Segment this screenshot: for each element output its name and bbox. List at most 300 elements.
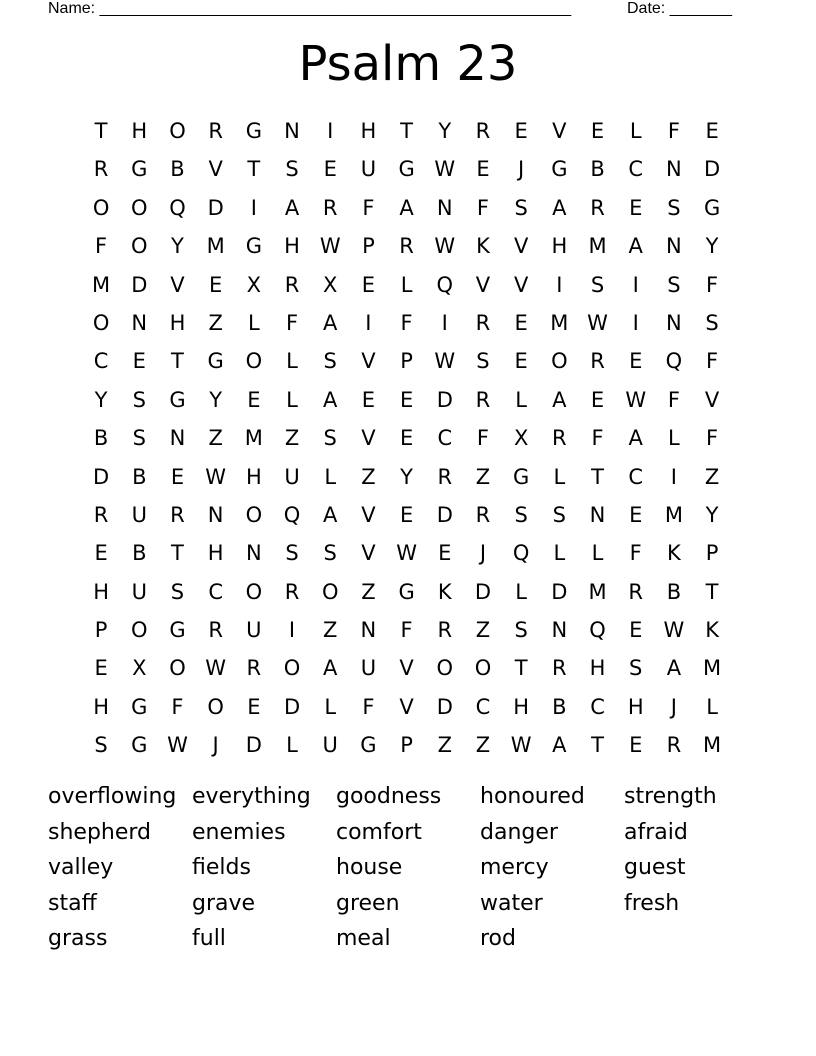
grid-letter[interactable]: Q xyxy=(169,195,186,220)
grid-letter[interactable]: L xyxy=(553,464,566,489)
grid-letter[interactable]: F xyxy=(400,310,413,335)
grid-letter[interactable]: C xyxy=(628,157,644,182)
grid-letter[interactable]: W xyxy=(587,310,608,335)
grid-letter[interactable]: L xyxy=(668,426,680,451)
grid-letter[interactable]: N xyxy=(436,195,453,220)
grid-letter[interactable]: O xyxy=(245,579,263,604)
grid-letter[interactable]: G xyxy=(131,733,148,758)
grid-letter[interactable]: X xyxy=(246,272,262,297)
grid-letter[interactable]: T xyxy=(514,656,528,681)
grid-letter[interactable]: U xyxy=(322,733,338,758)
grid-letter[interactable]: S xyxy=(514,502,528,527)
grid-letter[interactable]: F xyxy=(706,426,719,451)
grid-letter[interactable]: R xyxy=(666,733,682,758)
grid-letter[interactable]: T xyxy=(705,579,719,604)
grid-letter[interactable]: F xyxy=(362,694,375,719)
grid-letter[interactable]: N xyxy=(666,310,682,335)
grid-letter[interactable]: F xyxy=(667,119,680,143)
grid-letter[interactable]: E xyxy=(514,310,528,335)
grid-letter[interactable]: B xyxy=(590,157,605,182)
grid-letter[interactable]: Q xyxy=(589,618,606,643)
grid-letter[interactable]: I xyxy=(250,195,257,220)
grid-letter[interactable]: I xyxy=(670,464,677,489)
grid-letter[interactable]: H xyxy=(513,694,530,719)
grid-letter[interactable]: X xyxy=(132,656,147,681)
grid-letter[interactable]: W xyxy=(167,733,188,758)
grid-letter[interactable]: S xyxy=(170,579,185,604)
grid-letter[interactable]: D xyxy=(131,272,148,297)
grid-letter[interactable]: Q xyxy=(283,502,301,527)
grid-letter[interactable]: C xyxy=(475,694,491,719)
grid-letter[interactable]: O xyxy=(245,349,263,374)
grid-letter[interactable]: J xyxy=(212,733,219,758)
word-list-item: strength xyxy=(624,784,717,809)
grid-letter[interactable]: C xyxy=(628,464,644,489)
grid-letter[interactable]: P xyxy=(705,541,719,566)
grid-letter[interactable]: F xyxy=(285,310,299,335)
grid-letter[interactable]: O xyxy=(283,656,301,681)
grid-letter[interactable]: M xyxy=(244,426,263,451)
grid-letter[interactable]: L xyxy=(286,387,298,412)
grid-letter[interactable]: W xyxy=(434,157,456,182)
grid-letter[interactable]: E xyxy=(514,119,528,143)
grid-letter[interactable]: R xyxy=(170,502,185,527)
grid-letter[interactable]: V xyxy=(475,272,491,297)
grid-letter[interactable]: Y xyxy=(705,502,719,527)
grid-letter[interactable]: H xyxy=(360,119,377,143)
grid-letter[interactable]: S xyxy=(514,618,528,643)
grid-letter[interactable]: B xyxy=(93,426,109,451)
grid-letter[interactable]: G xyxy=(169,387,186,412)
grid-letter[interactable]: E xyxy=(399,426,414,451)
grid-letter[interactable]: Z xyxy=(208,310,223,335)
grid-letter[interactable]: B xyxy=(132,541,147,566)
grid-letter[interactable]: G xyxy=(513,464,530,489)
grid-letter[interactable]: U xyxy=(360,157,377,182)
grid-letter[interactable]: R xyxy=(208,618,223,643)
grid-letter[interactable]: E xyxy=(629,502,643,527)
grid-letter[interactable]: H xyxy=(589,656,606,681)
grid-letter[interactable]: M xyxy=(206,234,225,259)
grid-letter[interactable]: E xyxy=(590,387,605,412)
grid-letter[interactable]: D xyxy=(436,387,453,412)
grid-letter[interactable]: G xyxy=(169,618,186,643)
grid-letter[interactable]: V xyxy=(361,349,376,374)
grid-letter[interactable]: Z xyxy=(208,426,223,451)
grid-letter[interactable]: G xyxy=(131,157,148,182)
grid-letter[interactable]: F xyxy=(476,195,490,220)
grid-letter[interactable]: H xyxy=(551,234,568,259)
grid-letter[interactable]: Y xyxy=(400,464,413,489)
grid-letter[interactable]: H xyxy=(169,310,186,335)
grid-letter[interactable]: V xyxy=(704,387,720,412)
grid-letter[interactable]: H xyxy=(284,234,300,259)
grid-letter[interactable]: S xyxy=(285,157,299,182)
grid-letter[interactable]: J xyxy=(670,694,677,719)
grid-letter[interactable]: Q xyxy=(665,349,683,374)
grid-row xyxy=(82,688,732,726)
grid-letter[interactable]: G xyxy=(207,349,224,374)
grid-letter[interactable]: V xyxy=(361,541,376,566)
grid-letter[interactable]: D xyxy=(207,195,224,220)
grid-letter[interactable]: T xyxy=(400,119,413,143)
grid-letter[interactable]: E xyxy=(94,656,108,681)
grid-letter[interactable]: F xyxy=(171,694,184,719)
grid-letter[interactable]: I xyxy=(632,310,639,335)
grid-letter[interactable]: I xyxy=(288,618,296,643)
grid-letter[interactable]: P xyxy=(400,349,413,374)
grid-letter[interactable]: H xyxy=(207,541,224,566)
grid-letter[interactable]: A xyxy=(284,195,300,220)
grid-letter[interactable]: O xyxy=(474,656,492,681)
grid-letter[interactable]: R xyxy=(628,579,644,604)
grid-letter[interactable]: A xyxy=(666,656,682,681)
grid-letter[interactable]: X xyxy=(323,272,338,297)
grid-letter[interactable]: L xyxy=(324,464,337,489)
grid-letter[interactable]: B xyxy=(170,157,185,182)
grid-letter[interactable]: S xyxy=(476,349,490,374)
grid-letter[interactable]: G xyxy=(245,234,262,259)
grid-letter[interactable]: Q xyxy=(512,541,530,566)
grid-letter[interactable]: S xyxy=(667,272,681,297)
grid-letter[interactable]: P xyxy=(400,733,413,758)
grid-letter[interactable]: W xyxy=(510,733,532,758)
grid-letter[interactable]: S xyxy=(629,656,643,681)
grid-letter[interactable]: Y xyxy=(94,387,108,412)
grid-letter[interactable]: A xyxy=(323,502,338,527)
grid-letter[interactable]: O xyxy=(131,618,148,643)
grid-letter[interactable]: E xyxy=(399,502,414,527)
grid-letter[interactable]: C xyxy=(208,579,223,604)
grid-letter[interactable]: V xyxy=(170,272,185,297)
grid-letter[interactable]: H xyxy=(93,694,109,719)
grid-letter[interactable]: V xyxy=(208,157,223,182)
grid-letter[interactable]: K xyxy=(667,541,681,566)
grid-letter[interactable]: Z xyxy=(284,426,300,451)
grid-row xyxy=(82,496,732,534)
grid-letter[interactable]: A xyxy=(552,733,567,758)
grid-letter[interactable]: A xyxy=(552,387,567,412)
grid-letter[interactable]: E xyxy=(323,157,337,182)
grid-letter[interactable]: W xyxy=(625,387,647,412)
grid-letter[interactable]: F xyxy=(706,349,719,374)
grid-letter[interactable]: O xyxy=(131,195,148,220)
grid-letter[interactable]: S xyxy=(705,310,719,335)
grid-letter[interactable]: E xyxy=(132,349,146,374)
grid-letter[interactable]: T xyxy=(247,157,261,182)
grid-letter[interactable]: U xyxy=(284,464,300,489)
grid-row xyxy=(82,573,732,611)
word-list-item: water xyxy=(480,890,543,916)
grid-letter[interactable]: I xyxy=(632,272,639,297)
grid-letter[interactable]: T xyxy=(171,349,184,374)
grid-letter[interactable]: P xyxy=(362,234,375,259)
grid-letter[interactable]: F xyxy=(95,234,108,259)
grid-letter[interactable]: K xyxy=(476,234,490,259)
grid-letter[interactable]: C xyxy=(437,426,453,451)
grid-letter[interactable]: F xyxy=(629,541,642,566)
grid-letter[interactable]: C xyxy=(93,349,109,374)
grid-letter[interactable]: T xyxy=(171,541,184,566)
grid-letter[interactable]: L xyxy=(286,349,298,374)
grid-letter[interactable]: A xyxy=(552,195,567,220)
grid-letter[interactable]: S xyxy=(285,541,299,566)
grid-letter[interactable]: E xyxy=(629,618,643,643)
grid-letter[interactable]: V xyxy=(399,694,414,719)
grid-letter[interactable]: H xyxy=(93,579,109,604)
grid-letter[interactable]: Q xyxy=(436,272,454,297)
grid-letter[interactable]: O xyxy=(551,349,568,374)
grid-letter[interactable]: R xyxy=(475,310,491,335)
grid-letter[interactable]: Y xyxy=(171,234,184,259)
grid-letter[interactable]: A xyxy=(323,387,338,412)
grid-letter[interactable]: A xyxy=(399,195,414,220)
grid-letter[interactable]: E xyxy=(170,464,185,489)
grid-letter[interactable]: V xyxy=(552,119,567,143)
grid-letter[interactable]: B xyxy=(132,464,147,489)
grid-letter[interactable]: F xyxy=(476,426,490,451)
grid-letter[interactable]: R xyxy=(322,195,338,220)
grid-letter[interactable]: E xyxy=(247,694,261,719)
grid-letter[interactable]: T xyxy=(591,464,604,489)
grid-letter[interactable]: M xyxy=(664,502,683,527)
grid-letter[interactable]: G xyxy=(398,157,415,182)
grid-letter[interactable]: E xyxy=(590,119,605,143)
grid-letter[interactable]: O xyxy=(131,234,148,259)
grid-letter[interactable]: E xyxy=(94,541,108,566)
grid-letter[interactable]: R xyxy=(552,426,567,451)
grid-letter[interactable]: H xyxy=(627,694,644,719)
grid-letter[interactable]: R xyxy=(246,656,262,681)
grid-letter[interactable]: T xyxy=(94,119,108,143)
grid-letter[interactable]: O xyxy=(436,656,454,681)
grid-letter[interactable]: E xyxy=(705,119,719,143)
grid-letter[interactable]: N xyxy=(169,426,186,451)
grid-letter[interactable]: S xyxy=(514,195,528,220)
grid-letter[interactable]: F xyxy=(400,618,413,643)
grid-letter[interactable]: O xyxy=(92,195,110,220)
grid-letter[interactable]: E xyxy=(247,387,261,412)
grid-letter[interactable]: J xyxy=(518,157,525,182)
grid-letter[interactable]: R xyxy=(284,579,300,604)
grid-letter[interactable]: I xyxy=(327,119,334,143)
grid-letter[interactable]: C xyxy=(590,694,605,719)
grid-letter[interactable]: R xyxy=(93,502,109,527)
grid-letter[interactable]: Z xyxy=(361,464,376,489)
grid-letter[interactable]: L xyxy=(706,694,718,719)
grid-letter[interactable]: R xyxy=(93,157,109,182)
grid-letter[interactable]: S xyxy=(132,426,146,451)
grid-letter[interactable]: P xyxy=(94,618,108,643)
grid-letter[interactable]: M xyxy=(588,579,607,604)
grid-letter[interactable]: V xyxy=(361,426,376,451)
grid-letter[interactable]: R xyxy=(475,502,491,527)
word-list-item: danger xyxy=(480,819,558,845)
grid-letter[interactable]: E xyxy=(361,387,376,412)
grid-letter[interactable]: M xyxy=(703,733,722,758)
grid-letter[interactable]: D xyxy=(436,694,453,719)
grid-letter[interactable]: D xyxy=(245,733,262,758)
grid-letter[interactable]: I xyxy=(441,310,448,335)
grid-letter[interactable]: E xyxy=(476,157,490,182)
grid-letter[interactable]: L xyxy=(400,272,413,297)
grid-letter[interactable]: L xyxy=(591,541,604,566)
grid-letter[interactable]: E xyxy=(209,272,223,297)
grid-letter[interactable]: M xyxy=(588,234,607,259)
grid-letter[interactable]: W xyxy=(663,618,685,643)
grid-letter[interactable]: E xyxy=(399,387,414,412)
grid-letter[interactable]: D xyxy=(93,464,110,489)
grid-letter[interactable]: W xyxy=(205,656,227,681)
grid-row xyxy=(82,150,732,188)
grid-letter[interactable]: L xyxy=(324,694,337,719)
grid-letter[interactable]: F xyxy=(591,426,604,451)
grid-letter[interactable]: G xyxy=(703,195,721,220)
grid-letter[interactable]: N xyxy=(284,119,300,143)
grid-letter[interactable]: R xyxy=(590,195,605,220)
grid-letter[interactable]: S xyxy=(132,387,146,412)
word-list-item: green xyxy=(336,890,400,916)
grid-letter[interactable]: M xyxy=(92,272,111,297)
grid-letter[interactable]: D xyxy=(704,157,721,182)
grid-letter[interactable]: G xyxy=(360,733,377,758)
grid-letter[interactable]: O xyxy=(92,310,110,335)
grid-letter[interactable]: L xyxy=(286,733,298,758)
grid-letter[interactable]: G xyxy=(551,157,568,182)
grid-letter[interactable]: M xyxy=(550,310,569,335)
grid-letter[interactable]: L xyxy=(247,310,260,335)
grid-letter[interactable]: U xyxy=(131,579,147,604)
grid-letter[interactable]: U xyxy=(246,618,262,643)
grid-letter[interactable]: R xyxy=(475,387,491,412)
grid-letter[interactable]: E xyxy=(514,349,528,374)
grid-row xyxy=(82,227,732,265)
grid-letter[interactable]: S xyxy=(552,502,567,527)
grid-letter[interactable]: D xyxy=(474,579,492,604)
grid-letter[interactable]: W xyxy=(396,541,417,566)
grid-letter[interactable]: H xyxy=(131,119,148,143)
grid-letter[interactable]: Y xyxy=(705,234,719,259)
grid-letter[interactable]: K xyxy=(705,618,719,643)
grid-letter[interactable]: S xyxy=(94,733,108,758)
grid-letter[interactable]: A xyxy=(323,310,338,335)
grid-letter[interactable]: R xyxy=(437,618,453,643)
grid-letter[interactable]: M xyxy=(703,656,722,681)
grid-letter[interactable]: X xyxy=(513,426,529,451)
grid-letter[interactable]: N xyxy=(551,618,568,643)
grid-letter[interactable]: Z xyxy=(361,579,376,604)
grid-letter[interactable]: L xyxy=(629,119,642,143)
grid-letter[interactable]: Z xyxy=(323,618,338,643)
grid-letter[interactable]: S xyxy=(323,541,337,566)
grid-letter[interactable]: R xyxy=(208,119,223,143)
grid-letter[interactable]: Z xyxy=(704,464,720,489)
grid-letter[interactable]: V xyxy=(399,656,414,681)
grid-letter[interactable]: W xyxy=(434,234,456,259)
grid-letter[interactable]: N xyxy=(589,502,606,527)
grid-letter[interactable]: I xyxy=(365,310,372,335)
grid-letter[interactable]: Z xyxy=(475,464,491,489)
grid-letter[interactable]: S xyxy=(323,426,337,451)
grid-letter[interactable]: W xyxy=(319,234,341,259)
grid-letter[interactable]: E xyxy=(629,195,643,220)
grid-letter[interactable]: Y xyxy=(438,119,452,143)
grid-letter[interactable]: R xyxy=(590,349,605,374)
grid-letter[interactable]: S xyxy=(667,195,681,220)
grid-letter[interactable]: R xyxy=(552,656,567,681)
grid-letter[interactable]: O xyxy=(169,656,186,681)
grid-letter[interactable]: R xyxy=(284,272,300,297)
grid-letter[interactable]: W xyxy=(434,349,456,374)
grid-letter[interactable]: O xyxy=(169,119,186,143)
grid-letter[interactable]: G xyxy=(131,694,148,719)
grid-letter[interactable]: L xyxy=(515,579,527,604)
grid-letter[interactable]: E xyxy=(629,349,643,374)
grid-letter[interactable]: J xyxy=(479,541,487,566)
grid-letter[interactable]: O xyxy=(245,502,263,527)
grid-letter[interactable]: Z xyxy=(475,733,491,758)
grid-letter[interactable]: E xyxy=(438,541,452,566)
grid-letter[interactable]: S xyxy=(590,272,605,297)
grid-letter[interactable]: A xyxy=(628,426,643,451)
grid-letter[interactable]: H xyxy=(245,464,262,489)
grid-letter[interactable]: L xyxy=(515,387,527,412)
grid-letter[interactable]: R xyxy=(437,464,453,489)
grid-letter[interactable]: G xyxy=(398,579,415,604)
grid-letter[interactable]: W xyxy=(205,464,227,489)
grid-letter[interactable]: V xyxy=(513,234,529,259)
grid-letter[interactable]: F xyxy=(706,272,719,297)
grid-row xyxy=(82,112,732,150)
grid-letter[interactable]: I xyxy=(556,272,563,297)
grid-letter[interactable]: E xyxy=(629,733,643,758)
grid-letter[interactable]: F xyxy=(667,387,680,412)
grid-letter[interactable]: N xyxy=(245,541,262,566)
grid-row xyxy=(82,649,732,687)
grid-letter[interactable]: U xyxy=(360,656,377,681)
grid-letter[interactable]: Z xyxy=(437,733,452,758)
grid-letter[interactable]: E xyxy=(361,272,376,297)
grid-letter[interactable]: N xyxy=(360,618,377,643)
grid-letter[interactable]: B xyxy=(552,694,567,719)
grid-letter[interactable]: L xyxy=(553,541,566,566)
grid-letter[interactable]: O xyxy=(207,694,224,719)
grid-letter[interactable]: T xyxy=(591,733,604,758)
grid-letter[interactable]: F xyxy=(362,195,375,220)
grid-letter[interactable]: D xyxy=(551,579,568,604)
grid-letter[interactable]: D xyxy=(436,502,453,527)
grid-letter[interactable]: N xyxy=(666,157,682,182)
grid-letter[interactable]: N xyxy=(666,234,682,259)
grid-letter[interactable]: N xyxy=(207,502,224,527)
grid-letter[interactable]: A xyxy=(323,656,338,681)
grid-letter[interactable]: S xyxy=(323,349,337,374)
grid-letter[interactable]: G xyxy=(245,119,262,143)
grid-letter[interactable]: R xyxy=(399,234,414,259)
grid-letter[interactable]: N xyxy=(131,310,148,335)
grid-letter[interactable]: D xyxy=(283,694,301,719)
grid-letter[interactable]: K xyxy=(437,579,452,604)
grid-letter[interactable]: O xyxy=(321,579,339,604)
grid-letter[interactable]: Z xyxy=(475,618,491,643)
grid-letter[interactable]: U xyxy=(131,502,147,527)
grid-letter[interactable]: Y xyxy=(209,387,223,412)
grid-letter[interactable]: A xyxy=(628,234,643,259)
grid-letter[interactable]: V xyxy=(361,502,376,527)
grid-letter[interactable]: R xyxy=(475,119,491,143)
grid-letter[interactable]: B xyxy=(666,579,682,604)
grid-letter[interactable]: V xyxy=(513,272,529,297)
